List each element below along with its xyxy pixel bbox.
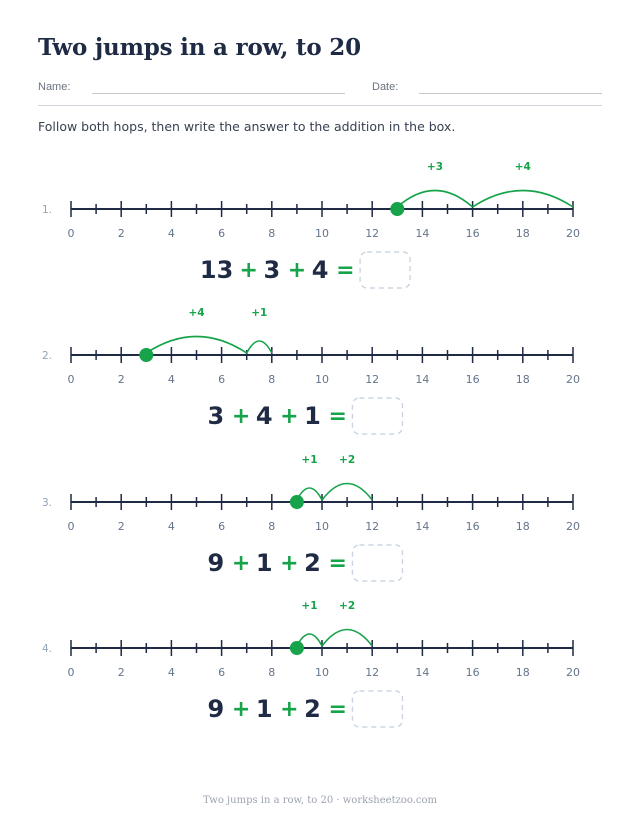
addend: 2 (304, 695, 321, 723)
tick-label: 0 (67, 666, 75, 679)
plus-sign: + (280, 551, 299, 576)
hop-label: +3 (426, 161, 444, 173)
hop-label: +1 (301, 454, 318, 466)
tick-label: 14 (415, 373, 430, 386)
addend: 13 (199, 256, 234, 284)
tick-label: 10 (315, 520, 329, 533)
answer-box[interactable] (352, 398, 402, 434)
hop-arc (247, 341, 272, 353)
tick-label: 16 (465, 373, 480, 386)
tick-label: 18 (515, 227, 530, 240)
tick-label: 10 (315, 373, 329, 386)
equals-sign: = (328, 697, 347, 722)
tick-label: 16 (465, 227, 480, 240)
question-number: 4. (42, 643, 53, 655)
plus-sign: + (231, 697, 251, 722)
hop-label: +4 (188, 307, 205, 319)
worksheet-title: Two jumps in a row, to 20 (38, 34, 361, 61)
answer-box[interactable] (352, 545, 402, 581)
plus-sign: + (280, 404, 299, 429)
question-number: 3. (42, 497, 53, 509)
question-number: 1. (42, 204, 53, 216)
addend: 9 (207, 549, 225, 577)
tick-label: 6 (218, 666, 226, 679)
equals-sign: = (336, 258, 355, 283)
answer-box[interactable] (352, 691, 402, 727)
hop-arc (397, 191, 472, 208)
hop-label: +1 (251, 307, 268, 319)
tick-label: 2 (117, 227, 125, 240)
footer: Two jumps in a row, to 20 · worksheetzoo.com (202, 795, 438, 806)
tick-label: 12 (365, 666, 380, 679)
plus-sign: + (287, 258, 307, 283)
tick-label: 18 (515, 520, 530, 533)
addend: 9 (207, 695, 225, 723)
tick-label: 14 (415, 666, 430, 679)
start-dot (390, 202, 404, 216)
tick-label: 20 (566, 373, 580, 386)
hop-label: +2 (339, 454, 356, 466)
addend: 4 (255, 402, 273, 430)
tick-label: 8 (268, 373, 276, 386)
start-dot (139, 348, 153, 362)
tick-label: 4 (167, 227, 175, 240)
tick-label: 12 (365, 520, 380, 533)
tick-label: 2 (117, 520, 125, 533)
tick-label: 2 (117, 666, 125, 679)
plus-sign: + (231, 551, 251, 576)
tick-label: 16 (465, 520, 480, 533)
tick-label: 16 (465, 666, 480, 679)
start-dot (290, 495, 304, 509)
tick-label: 10 (315, 666, 329, 679)
tick-label: 20 (566, 227, 580, 240)
tick-label: 12 (365, 373, 380, 386)
hop-label: +4 (514, 161, 531, 173)
tick-label: 0 (67, 520, 75, 533)
tick-label: 18 (515, 373, 530, 386)
addend: 3 (207, 402, 225, 430)
addend: 1 (255, 695, 273, 723)
tick-label: 20 (566, 520, 580, 533)
hop-label: +2 (339, 600, 356, 612)
tick-label: 4 (167, 666, 175, 679)
tick-label: 0 (67, 227, 75, 240)
question-number: 2. (42, 350, 53, 362)
addend: 4 (311, 256, 329, 284)
tick-label: 10 (315, 227, 329, 240)
plus-sign: + (280, 697, 299, 722)
tick-label: 6 (218, 520, 226, 533)
addend: 3 (263, 256, 281, 284)
tick-label: 18 (515, 666, 530, 679)
tick-label: 12 (365, 227, 380, 240)
answer-box[interactable] (360, 252, 410, 288)
addend: 1 (304, 402, 321, 430)
addend: 1 (255, 549, 273, 577)
tick-label: 0 (67, 373, 75, 386)
tick-label: 2 (117, 373, 125, 386)
tick-label: 6 (218, 227, 226, 240)
tick-label: 8 (268, 520, 276, 533)
tick-label: 4 (167, 520, 175, 533)
equals-sign: = (328, 404, 347, 429)
instructions: Follow both hops, then write the answer to the addition in the box. (38, 119, 456, 134)
start-dot (290, 641, 304, 655)
hop-label: +1 (301, 600, 318, 612)
tick-label: 14 (415, 227, 430, 240)
name-label: Name: (38, 81, 71, 93)
tick-label: 20 (566, 666, 580, 679)
plus-sign: + (239, 258, 258, 283)
plus-sign: + (231, 404, 251, 429)
addend: 2 (304, 549, 321, 577)
tick-label: 6 (218, 373, 226, 386)
tick-label: 14 (415, 520, 430, 533)
tick-label: 8 (268, 227, 276, 240)
tick-label: 8 (268, 666, 276, 679)
date-label: Date: (372, 81, 399, 93)
equals-sign: = (328, 551, 347, 576)
tick-label: 4 (167, 373, 175, 386)
